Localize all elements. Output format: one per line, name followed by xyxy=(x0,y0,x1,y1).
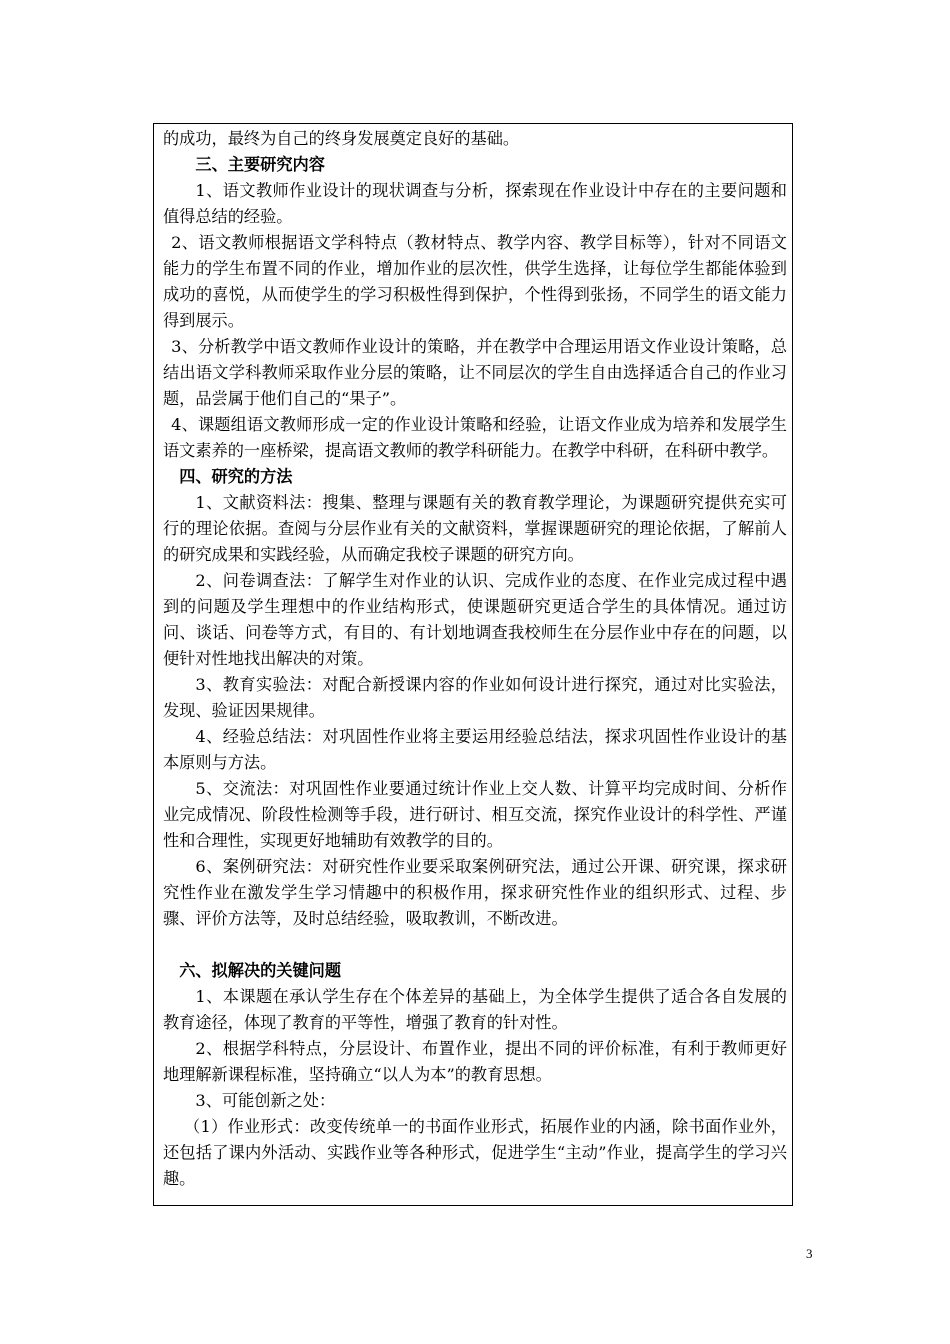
paragraph: 1、语文教师作业设计的现状调查与分析，探索现在作业设计中存在的主要问题和值得总结的经验。 xyxy=(163,181,787,226)
paragraph: 3、教育实验法：对配合新授课内容的作业如何设计进行探究，通过对比实验法，发现、验证因果规律。 xyxy=(163,675,787,720)
page-number: 3 xyxy=(806,1246,813,1261)
paragraph: 2、问卷调查法：了解学生对作业的认识、完成作业的态度、在作业完成过程中遇到的问题及学生理想中的作业结构形式，使课题研究更适合学生的具体情况。通过访问、谈话、问卷等方式，有目的、有计划地调查我校师生在分层作业中存在的问题，以便针对性地找出解决的对策。 xyxy=(163,571,787,668)
section-heading: 三、主要研究内容 xyxy=(195,155,325,174)
paragraph: 6、案例研究法：对研究性作业要采取案例研究法，通过公开课、研究课，探求研究性作业在激发学生学习情趣中的积极作用，探求研究性作业的组织形式、过程、步骤、评价方法等，及时总结经验，吸取教训，不断改进。 xyxy=(163,857,787,928)
paragraph: 4、课题组语文教师形成一定的作业设计策略和经验，让语文作业成为培养和发展学生语文素养的一座桥梁，提高语文教师的教学科研能力。在教学中科研，在科研中教学。 xyxy=(163,415,787,460)
paragraph: 3、分析教学中语文教师作业设计的策略，并在教学中合理运用语文作业设计策略，总结出语文学科教师采取作业分层的策略，让不同层次的学生自由选择适合自己的作业习题，品尝属于他们自己的“果子”。 xyxy=(163,337,787,408)
paragraph: 5、交流法：对巩固性作业要通过统计作业上交人数、计算平均完成时间、分析作业完成情况、阶段性检测等手段，进行研讨、相互交流，探究作业设计的科学性、严谨性和合理性，实现更好地辅助有效教学的目的。 xyxy=(163,779,787,850)
blank-line xyxy=(163,932,787,958)
paragraph: （1）作业形式：改变传统单一的书面作业形式，拓展作业的内涵，除书面作业外，还包括了课内外活动、实践作业等各种形式，促进学生“主动”作业，提高学生的学习兴趣。 xyxy=(163,1117,787,1188)
document-body xyxy=(163,126,787,1192)
paragraph: 2、语文教师根据语文学科特点（教材特点、教学内容、教学目标等），针对不同语文能力的学生布置不同的作业，增加作业的层次性，供学生选择，让每位学生都能体验到成功的喜悦，从而使学生的学习积极性得到保护，个性得到张扬，不同学生的语文能力得到展示。 xyxy=(163,233,787,330)
paragraph: 的成功，最终为自己的终身发展奠定良好的基础。 xyxy=(163,129,520,148)
section-heading: 六、拟解决的关键问题 xyxy=(179,961,342,980)
section-heading: 四、研究的方法 xyxy=(179,467,293,486)
paragraph: 3、可能创新之处： xyxy=(195,1091,336,1110)
paragraph: 1、文献资料法：搜集、整理与课题有关的教育教学理论，为课题研究提供充实可行的理论依据。查阅与分层作业有关的文献资料，掌握课题研究的理论依据，了解前人的研究成果和实践经验，从而确定我校子课题的研究方向。 xyxy=(163,493,787,564)
paragraph: 4、经验总结法：对巩固性作业将主要运用经验总结法，探求巩固性作业设计的基本原则与方法。 xyxy=(163,727,787,772)
paragraph: 1、本课题在承认学生存在个体差异的基础上，为全体学生提供了适合各自发展的教育途径，体现了教育的平等性，增强了教育的针对性。 xyxy=(163,987,787,1032)
paragraph: 2、根据学科特点，分层设计、布置作业，提出不同的评价标准，有利于教师更好地理解新课程标准，坚持确立“以人为本”的教育思想。 xyxy=(163,1039,787,1084)
